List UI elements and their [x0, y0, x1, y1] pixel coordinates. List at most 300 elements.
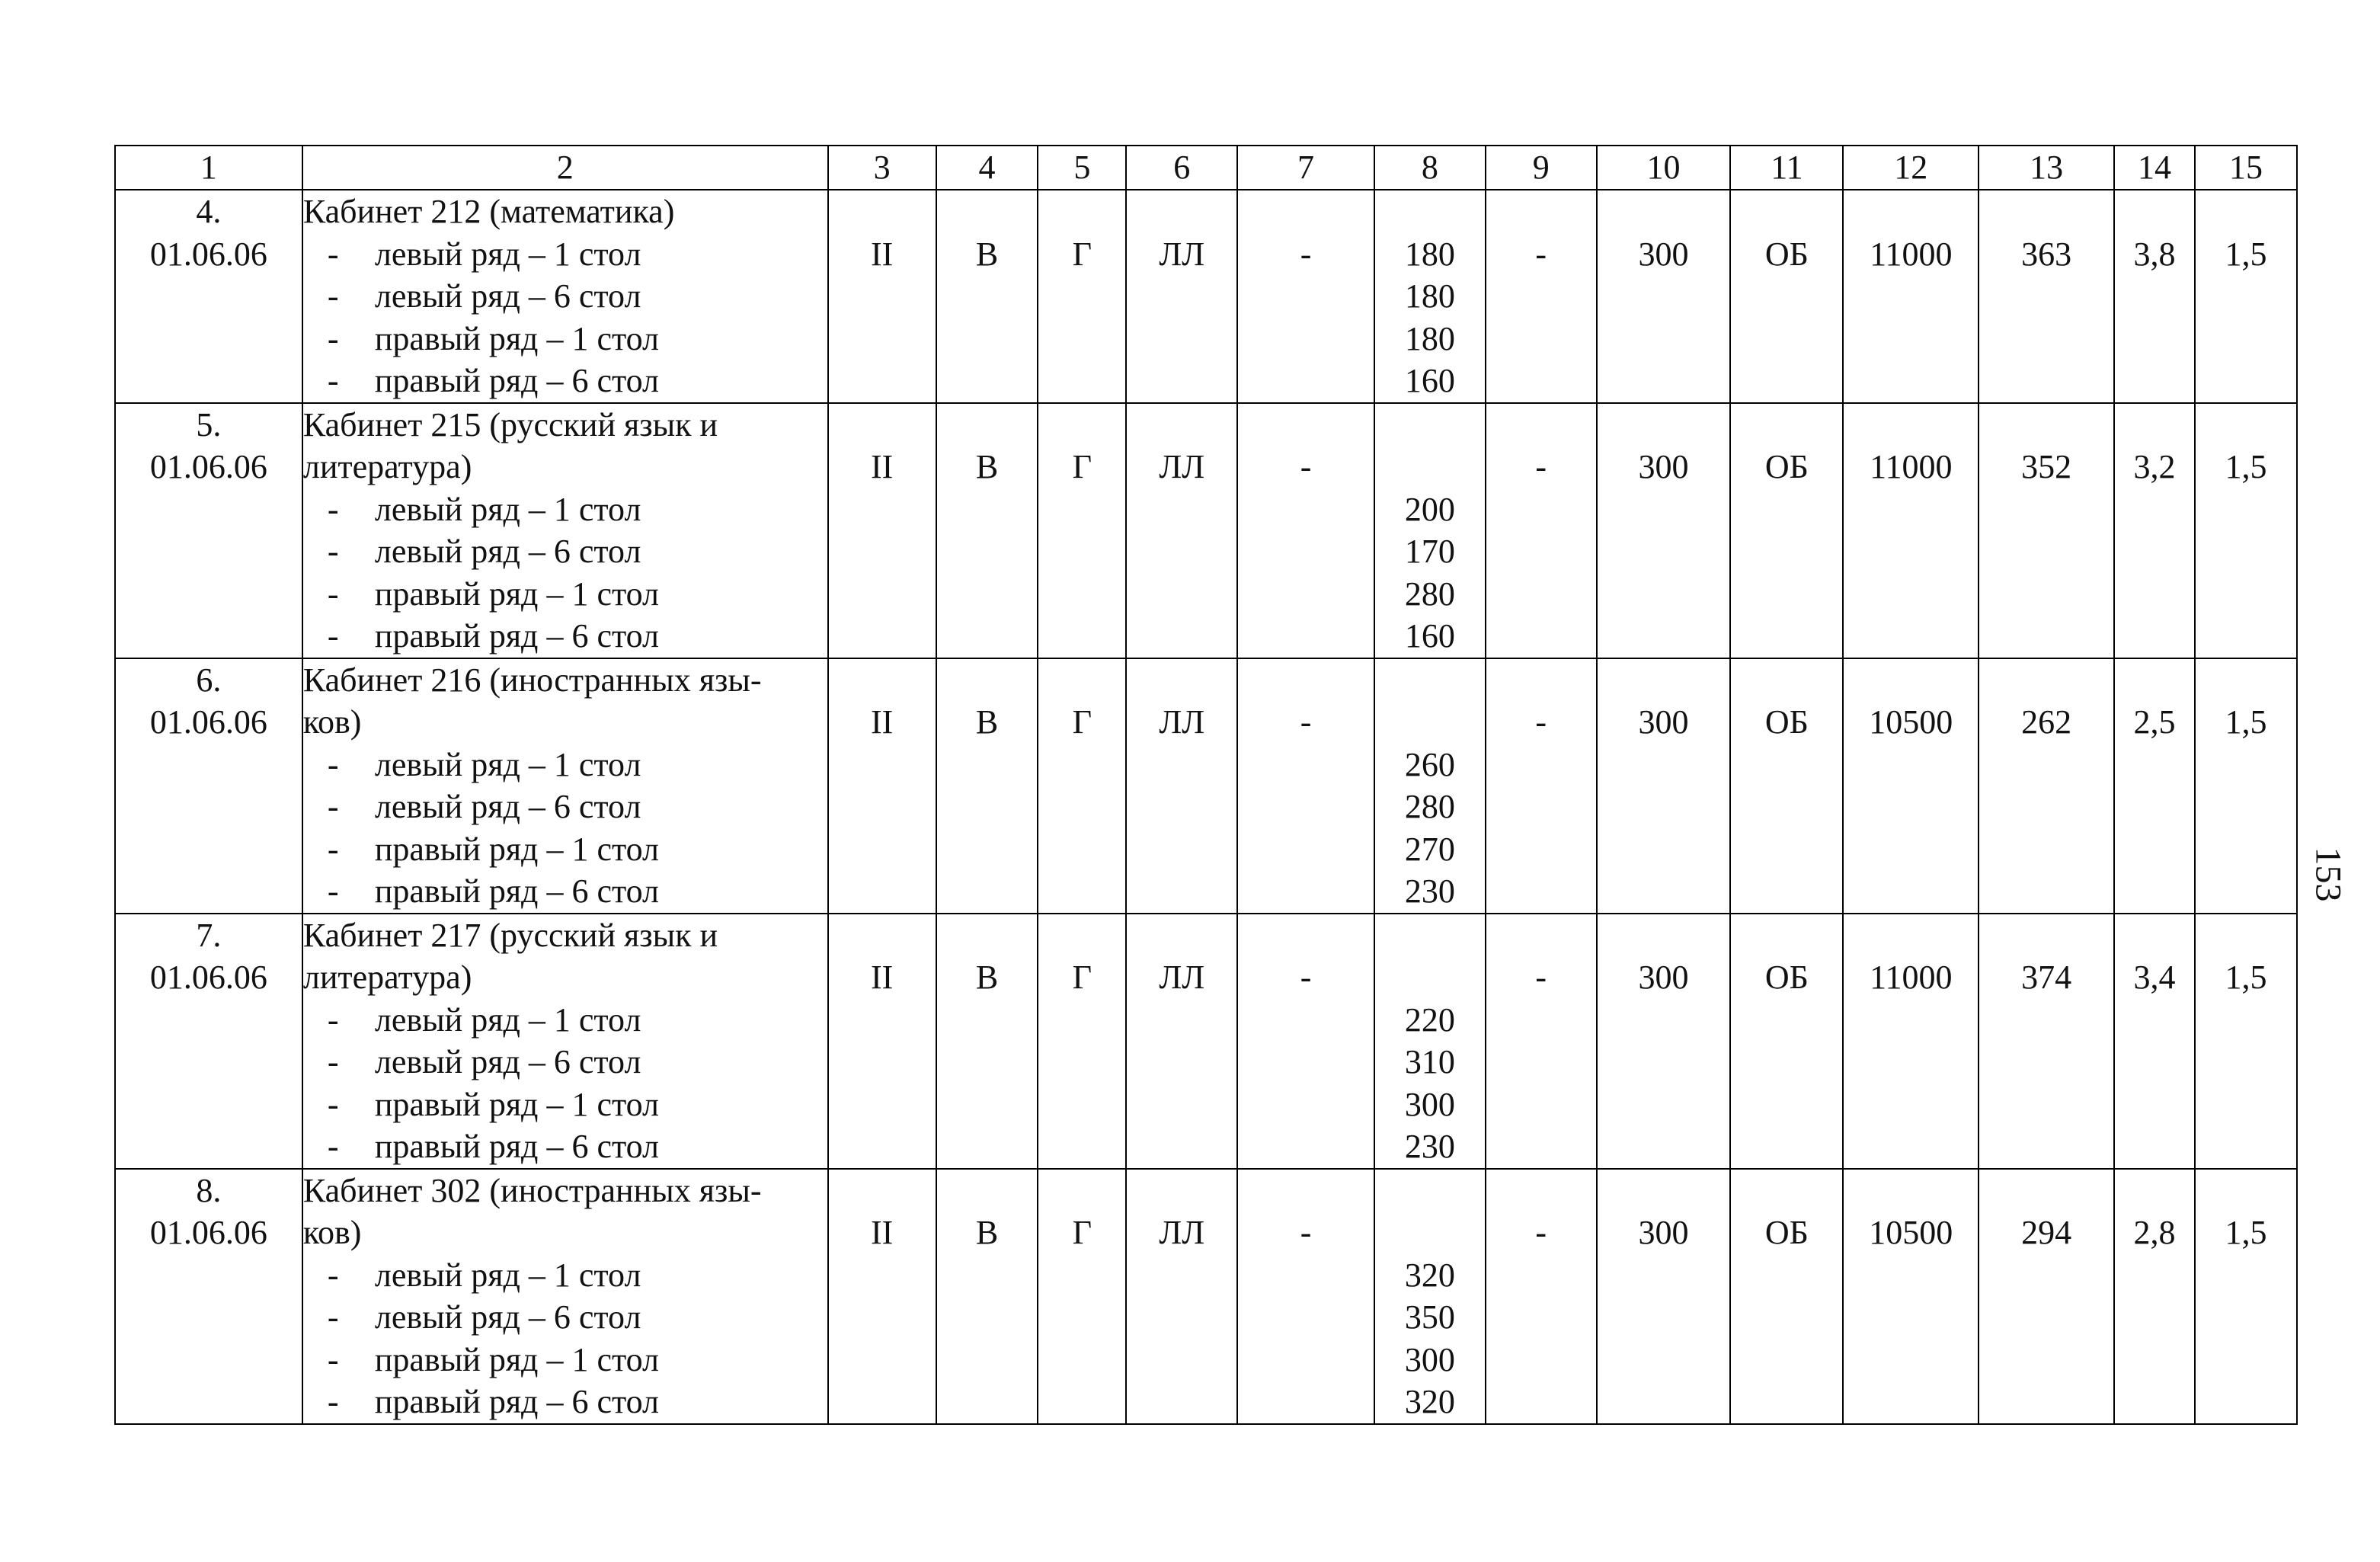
- illuminance-value: 180: [1404, 235, 1455, 273]
- col3-cell: [828, 1169, 936, 1424]
- spacer: [1038, 404, 1125, 447]
- measurement-point-label: левый ряд – 1 стол: [374, 235, 641, 273]
- col13-cell: [1979, 190, 2114, 403]
- header-cell: 12: [1843, 146, 1979, 190]
- measurement-point-label: левый ряд – 6 стол: [374, 533, 641, 570]
- measurement-point: [303, 615, 827, 658]
- header-cell: 7: [1237, 146, 1374, 190]
- col12-cell-value: 11000: [1870, 235, 1953, 273]
- spacer: [937, 659, 1038, 702]
- header-row: [115, 146, 2297, 190]
- col15-cell-value: 1,5: [2225, 703, 2267, 741]
- spacer: [2196, 404, 2296, 447]
- table-row: [115, 658, 2297, 914]
- spacer: [1127, 1170, 1236, 1212]
- entry-date: 01.06.06: [149, 235, 267, 273]
- illuminance-value: 180: [1404, 277, 1455, 315]
- measurement-point: [303, 318, 827, 360]
- spacer: [1486, 659, 1596, 702]
- measurement-point-label: правый ряд – 1 стол: [374, 830, 659, 868]
- col5-cell-value: Г: [1072, 703, 1092, 741]
- spacer: [937, 404, 1038, 447]
- list-dash: -: [327, 1298, 339, 1336]
- col6-cell-value: ЛЛ: [1159, 1214, 1205, 1251]
- spacer: [1598, 1170, 1730, 1212]
- spacer: [1375, 914, 1485, 957]
- list-dash: -: [327, 1085, 339, 1123]
- spacer: [1375, 1170, 1485, 1212]
- list-dash: -: [327, 1128, 339, 1165]
- spacer: [829, 404, 936, 447]
- col14-cell: [2114, 190, 2195, 403]
- measurement-point: [303, 1041, 827, 1083]
- measurement-point: [303, 744, 827, 786]
- col10-cell: [1597, 403, 1731, 658]
- entry-id-cell: [115, 190, 302, 403]
- col3-cell-value: II: [871, 235, 894, 273]
- spacer: [2196, 190, 2296, 233]
- table-row: [115, 914, 2297, 1169]
- measurement-point: [303, 1381, 827, 1423]
- spacer: [1127, 404, 1236, 447]
- spacer: [1731, 914, 1842, 957]
- col5-cell: [1038, 403, 1126, 658]
- measurement-point-label: правый ряд – 6 стол: [374, 1383, 659, 1420]
- col11-cell: [1730, 1169, 1843, 1424]
- col13-cell-value: 294: [2021, 1214, 2072, 1251]
- spacer: [1375, 1212, 1485, 1254]
- col4-cell: [936, 190, 1038, 403]
- list-dash: -: [327, 830, 339, 868]
- col9-cell-value: -: [1535, 235, 1547, 273]
- col14-cell-value: 3,8: [2133, 235, 2176, 273]
- spacer: [1038, 190, 1125, 233]
- col15-cell-value: 1,5: [2225, 235, 2267, 273]
- header-cell: 3: [828, 146, 936, 190]
- col10-cell-value: 300: [1638, 235, 1689, 273]
- measurement-point-label: правый ряд – 6 стол: [374, 617, 659, 655]
- list-dash: -: [327, 575, 339, 613]
- col6-cell-value: ЛЛ: [1159, 703, 1205, 741]
- col7-cell: [1237, 190, 1374, 403]
- col5-cell: [1038, 658, 1126, 914]
- measurement-point: [303, 786, 827, 828]
- col9-cell: [1486, 403, 1597, 658]
- measurement-point: [303, 828, 827, 871]
- measurement-point-label: левый ряд – 1 стол: [374, 745, 641, 783]
- spacer: [1844, 1170, 1978, 1212]
- spacer: [2196, 914, 2296, 957]
- measurement-point-label: левый ряд – 6 стол: [374, 1043, 641, 1080]
- entry-number: 4.: [196, 193, 222, 230]
- col9-cell: [1486, 190, 1597, 403]
- measurement-point: [303, 275, 827, 318]
- col11-cell-value: ОБ: [1764, 235, 1809, 273]
- col14-cell: [2114, 914, 2195, 1169]
- spacer: [1731, 659, 1842, 702]
- spacer: [1486, 404, 1596, 447]
- illuminance-value: 160: [1404, 362, 1455, 399]
- measurement-point-label: правый ряд – 1 стол: [374, 319, 659, 357]
- spacer: [2115, 190, 2194, 233]
- col12-cell: [1843, 190, 1979, 403]
- spacer: [1844, 190, 1978, 233]
- col3-cell: [828, 190, 936, 403]
- measurement-point-label: левый ряд – 6 стол: [374, 277, 641, 315]
- spacer: [1844, 404, 1978, 447]
- spacer: [1844, 914, 1978, 957]
- col15-cell: [2195, 914, 2297, 1169]
- col12-cell: [1843, 914, 1979, 1169]
- list-dash: -: [327, 490, 339, 528]
- illuminance-value: 320: [1404, 1256, 1455, 1294]
- col14-cell-value: 2,5: [2133, 703, 2176, 741]
- spacer: [1238, 190, 1374, 233]
- illuminance-value: 200: [1404, 490, 1455, 528]
- room-title-line: литература): [302, 448, 472, 485]
- col6-cell-value: ЛЛ: [1159, 235, 1205, 273]
- col12-cell: [1843, 403, 1979, 658]
- room-title-line: ков): [302, 1214, 362, 1251]
- col13-cell: [1979, 403, 2114, 658]
- list-dash: -: [327, 235, 339, 273]
- list-dash: -: [327, 319, 339, 357]
- col10-cell: [1597, 658, 1731, 914]
- list-dash: -: [327, 617, 339, 655]
- col15-cell: [2195, 403, 2297, 658]
- illuminance-value: 300: [1404, 1340, 1455, 1378]
- col3-cell: [828, 914, 936, 1169]
- illuminance-value: 280: [1404, 788, 1455, 825]
- col10-cell: [1597, 914, 1731, 1169]
- entry-id-cell: [115, 1169, 302, 1424]
- spacer: [1979, 404, 2113, 447]
- col4-cell: [936, 1169, 1038, 1424]
- table-row: [115, 1169, 2297, 1424]
- spacer: [1731, 1170, 1842, 1212]
- illuminance-values-cell: [1374, 190, 1486, 403]
- measurement-point-label: левый ряд – 1 стол: [374, 490, 641, 528]
- entry-id-cell: [115, 914, 302, 1169]
- spacer: [1979, 659, 2113, 702]
- room-title-line: Кабинет 302 (иностранных язы-: [302, 1171, 762, 1209]
- col15-cell: [2195, 190, 2297, 403]
- spacer: [1375, 446, 1485, 488]
- page-number: 153: [2308, 847, 2349, 902]
- list-dash: -: [327, 788, 339, 825]
- col6-cell: [1126, 1169, 1237, 1424]
- col7-cell-value: -: [1300, 703, 1312, 741]
- entry-date: 01.06.06: [149, 959, 267, 996]
- col3-cell-value: II: [871, 959, 894, 996]
- header-cell: 14: [2114, 146, 2195, 190]
- col7-cell: [1237, 1169, 1374, 1424]
- entry-date: 01.06.06: [149, 448, 267, 485]
- list-dash: -: [327, 277, 339, 315]
- room-description-cell: [302, 403, 828, 658]
- spacer: [1375, 956, 1485, 999]
- col3-cell: [828, 403, 936, 658]
- spacer: [1486, 914, 1596, 957]
- col11-cell: [1730, 914, 1843, 1169]
- col10-cell: [1597, 190, 1731, 403]
- entry-number: 5.: [196, 405, 222, 443]
- measurement-point-label: левый ряд – 1 стол: [374, 1000, 641, 1039]
- spacer: [1731, 190, 1842, 233]
- illuminance-values-cell: [1374, 403, 1486, 658]
- spacer: [1038, 914, 1125, 957]
- col9-cell-value: -: [1535, 703, 1547, 741]
- col5-cell: [1038, 190, 1126, 403]
- col11-cell-value: ОБ: [1764, 959, 1809, 996]
- col6-cell-value: ЛЛ: [1159, 448, 1205, 485]
- entry-id-cell: [115, 403, 302, 658]
- list-dash: -: [327, 362, 339, 399]
- list-dash: -: [327, 1383, 339, 1420]
- col7-cell-value: -: [1300, 1214, 1312, 1251]
- spacer: [1979, 1170, 2113, 1212]
- list-dash: -: [327, 745, 339, 783]
- spacer: [1731, 404, 1842, 447]
- spacer: [1598, 914, 1730, 957]
- col5-cell-value: Г: [1072, 959, 1092, 996]
- illuminance-value: 300: [1404, 1085, 1455, 1123]
- header-cell: 2: [302, 146, 828, 190]
- illuminance-value: 170: [1404, 533, 1455, 570]
- entry-number: 6.: [196, 661, 222, 699]
- col5-cell: [1038, 1169, 1126, 1424]
- col6-cell: [1126, 403, 1237, 658]
- col11-cell-value: ОБ: [1764, 703, 1809, 741]
- col11-cell-value: ОБ: [1764, 448, 1809, 485]
- illuminance-value: 310: [1404, 1043, 1455, 1080]
- measurement-point: [303, 573, 827, 616]
- col15-cell-value: 1,5: [2225, 448, 2267, 485]
- col6-cell-value: ЛЛ: [1159, 959, 1205, 996]
- col13-cell-value: 363: [2021, 235, 2072, 273]
- col10-cell-value: 300: [1638, 703, 1689, 741]
- illuminance-value: 350: [1404, 1298, 1455, 1336]
- col3-cell-value: II: [871, 1214, 894, 1251]
- spacer: [1375, 190, 1485, 233]
- measurement-point-label: правый ряд – 6 стол: [374, 362, 659, 399]
- measurement-point: [303, 360, 827, 402]
- room-title-line: Кабинет 217 (русский язык и: [302, 916, 718, 954]
- col12-cell: [1843, 1169, 1979, 1424]
- col7-cell: [1237, 403, 1374, 658]
- col12-cell-value: 10500: [1869, 703, 1953, 741]
- col14-cell: [2114, 403, 2195, 658]
- room-title-line: Кабинет 212 (математика): [302, 193, 675, 230]
- col14-cell-value: 3,2: [2133, 448, 2176, 485]
- illuminance-value: 320: [1404, 1383, 1455, 1420]
- header-cell: 13: [1979, 146, 2114, 190]
- measurement-point: [303, 233, 827, 276]
- spacer: [2115, 659, 2194, 702]
- col15-cell-value: 1,5: [2225, 1214, 2267, 1251]
- col15-cell: [2195, 658, 2297, 914]
- col5-cell-value: Г: [1072, 235, 1092, 273]
- col15-cell-value: 1,5: [2225, 959, 2267, 996]
- measurement-point-label: правый ряд – 6 стол: [374, 1128, 659, 1165]
- spacer: [1486, 1170, 1596, 1212]
- col9-cell: [1486, 1169, 1597, 1424]
- measurement-point: [303, 1125, 827, 1168]
- col7-cell: [1237, 658, 1374, 914]
- illuminance-value: 280: [1404, 575, 1455, 613]
- col12-cell-value: 11000: [1870, 959, 1953, 996]
- measurement-point-label: правый ряд – 1 стол: [374, 1085, 659, 1123]
- spacer: [1238, 404, 1374, 447]
- measurement-point-label: левый ряд – 6 стол: [374, 788, 641, 825]
- col7-cell-value: -: [1300, 235, 1312, 273]
- col6-cell: [1126, 914, 1237, 1169]
- col13-cell: [1979, 914, 2114, 1169]
- spacer: [2196, 1170, 2296, 1212]
- spacer: [2115, 1170, 2194, 1212]
- col4-cell: [936, 658, 1038, 914]
- header-cell: 11: [1730, 146, 1843, 190]
- room-title-line: ков): [302, 703, 362, 741]
- spacer: [2196, 659, 2296, 702]
- spacer: [1127, 914, 1236, 957]
- table-row: [115, 403, 2297, 658]
- room-description-cell: [302, 914, 828, 1169]
- header-cell: 15: [2195, 146, 2297, 190]
- list-dash: -: [327, 533, 339, 570]
- header-cell: 6: [1126, 146, 1237, 190]
- table-body: [115, 146, 2297, 1424]
- col9-cell-value: -: [1535, 448, 1547, 485]
- measurement-point: [303, 488, 827, 531]
- spacer: [1375, 404, 1485, 447]
- spacer: [829, 1170, 936, 1212]
- measurement-point: [303, 870, 827, 913]
- entry-date: 01.06.06: [149, 703, 267, 741]
- col3-cell-value: II: [871, 703, 894, 741]
- room-title-line: Кабинет 215 (русский язык и: [302, 405, 718, 443]
- col11-cell-value: ОБ: [1764, 1214, 1809, 1251]
- col12-cell-value: 11000: [1870, 448, 1953, 485]
- room-description-cell: [302, 658, 828, 914]
- measurement-point: [303, 1254, 827, 1297]
- col14-cell: [2114, 1169, 2195, 1424]
- col5-cell-value: Г: [1072, 448, 1092, 485]
- col4-cell-value: В: [975, 235, 999, 273]
- illuminance-value: 160: [1404, 617, 1455, 655]
- room-description-cell: [302, 190, 828, 403]
- col11-cell: [1730, 403, 1843, 658]
- col10-cell-value: 300: [1638, 1214, 1689, 1251]
- col9-cell: [1486, 914, 1597, 1169]
- spacer: [2115, 404, 2194, 447]
- spacer: [1979, 190, 2113, 233]
- measurement-point-label: правый ряд – 1 стол: [374, 1340, 659, 1378]
- spacer: [829, 190, 936, 233]
- col12-cell-value: 10500: [1869, 1214, 1953, 1251]
- spacer: [1238, 1170, 1374, 1212]
- measurement-point: [303, 530, 827, 573]
- illuminance-values-cell: [1374, 658, 1486, 914]
- spacer: [1238, 659, 1374, 702]
- col7-cell: [1237, 914, 1374, 1169]
- header-cell: 8: [1374, 146, 1486, 190]
- measurement-point-label: левый ряд – 1 стол: [374, 1256, 641, 1294]
- spacer: [2115, 914, 2194, 957]
- col9-cell: [1486, 658, 1597, 914]
- measurement-point-label: правый ряд – 1 стол: [374, 575, 659, 613]
- col3-cell-value: II: [871, 448, 894, 485]
- illuminance-value: 220: [1404, 1000, 1455, 1039]
- col5-cell-value: Г: [1072, 1214, 1092, 1251]
- entry-date: 01.06.06: [149, 1214, 267, 1251]
- header-cell: 5: [1038, 146, 1126, 190]
- col9-cell-value: -: [1535, 959, 1547, 996]
- spacer: [1038, 659, 1125, 702]
- header-cell: 1: [115, 146, 302, 190]
- col14-cell-value: 2,8: [2133, 1214, 2176, 1251]
- header-cell: 9: [1486, 146, 1597, 190]
- col4-cell-value: В: [975, 448, 999, 485]
- illuminance-value: 180: [1404, 319, 1455, 357]
- col11-cell: [1730, 658, 1843, 914]
- measurement-point-label: левый ряд – 6 стол: [374, 1298, 641, 1336]
- spacer: [937, 190, 1038, 233]
- list-dash: -: [327, 872, 339, 910]
- list-dash: -: [327, 1256, 339, 1294]
- entry-number: 8.: [196, 1171, 222, 1209]
- col13-cell-value: 262: [2021, 703, 2072, 741]
- col13-cell-value: 374: [2021, 959, 2072, 996]
- spacer: [1375, 701, 1485, 744]
- col15-cell: [2195, 1169, 2297, 1424]
- col14-cell: [2114, 658, 2195, 914]
- illuminance-value: 260: [1404, 745, 1455, 783]
- illuminance-value: 270: [1404, 830, 1455, 868]
- illuminance-values-cell: [1374, 1169, 1486, 1424]
- col14-cell-value: 3,4: [2133, 959, 2176, 996]
- col3-cell: [828, 658, 936, 914]
- col7-cell-value: -: [1300, 959, 1312, 996]
- spacer: [829, 659, 936, 702]
- col5-cell: [1038, 914, 1126, 1169]
- col13-cell: [1979, 658, 2114, 914]
- spacer: [1598, 404, 1730, 447]
- illuminance-value: 230: [1404, 1128, 1455, 1165]
- col10-cell: [1597, 1169, 1731, 1424]
- measurement-point: [303, 1339, 827, 1381]
- list-dash: -: [327, 1340, 339, 1378]
- spacer: [1486, 190, 1596, 233]
- spacer: [1598, 190, 1730, 233]
- room-description-cell: [302, 1169, 828, 1424]
- entry-number: 7.: [196, 916, 222, 954]
- spacer: [1375, 659, 1485, 702]
- col13-cell-value: 352: [2021, 448, 2072, 485]
- room-title-line: литература): [302, 959, 472, 996]
- col4-cell-value: В: [975, 1214, 999, 1251]
- col12-cell: [1843, 658, 1979, 914]
- col13-cell: [1979, 1169, 2114, 1424]
- spacer: [937, 914, 1038, 957]
- spacer: [1979, 914, 2113, 957]
- measurement-point: [303, 1296, 827, 1339]
- col4-cell-value: В: [975, 703, 999, 741]
- illuminance-value: 230: [1404, 872, 1455, 910]
- col4-cell-value: В: [975, 959, 999, 996]
- spacer: [1844, 659, 1978, 702]
- spacer: [1127, 190, 1236, 233]
